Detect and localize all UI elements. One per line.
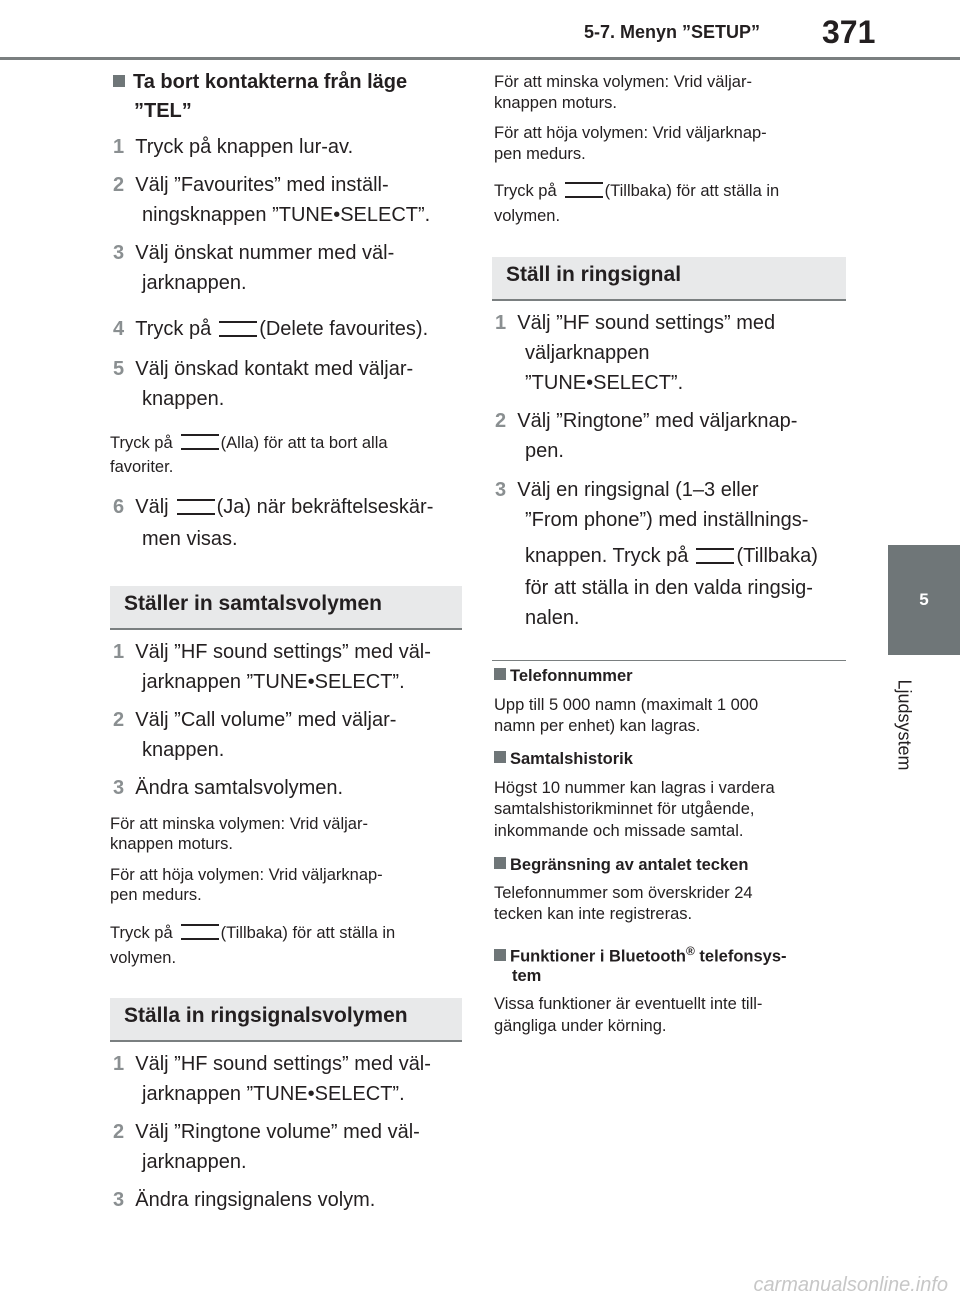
r-note-increase-line2: pen medurs. xyxy=(494,145,586,163)
info-char-limit-line2: tecken kan inte registreras. xyxy=(494,905,693,923)
watermark: carmanualsonline.info xyxy=(753,1274,948,1296)
r-note-back-line2: volymen. xyxy=(494,207,561,225)
call-note-decrease-line2: knappen moturs. xyxy=(110,835,233,853)
step-2: 2 Välj ”Favourites” med inställ- xyxy=(113,174,389,196)
r-note-back: Tryck på (Tillbaka) för att ställa in xyxy=(494,182,780,200)
ringtone-step-1-line2: väljarknappen xyxy=(525,342,650,364)
ring-step-3: 3 Ändra ringsignalens volym. xyxy=(113,1189,376,1211)
ringtone-step-3-line4: för att ställa in den valda ringsig- xyxy=(525,577,813,599)
call-note-increase: För att höja volymen: Vrid väljarknap- xyxy=(110,866,383,884)
step-1: 1 Tryck på knappen lur-av. xyxy=(113,136,354,158)
step-5-line2: knappen. xyxy=(142,388,225,410)
note-all-favourites-line2: favoriter. xyxy=(110,458,174,476)
r-note-decrease: För att minska volymen: Vrid väljar- xyxy=(494,73,752,91)
square-bullet-icon xyxy=(113,75,125,87)
step-4: 4 Tryck på (Delete favourites). xyxy=(113,318,429,340)
info-bluetooth-line1: Vissa funktioner är eventuellt inte till- xyxy=(494,995,763,1013)
info-title-bluetooth-line2: tem xyxy=(512,967,542,985)
square-bullet-icon xyxy=(494,751,506,763)
ring-step-2-line2: jarknappen. xyxy=(142,1151,247,1173)
button-symbol-icon xyxy=(565,182,603,198)
call-step-1: 1 Välj ”HF sound settings” med väl- xyxy=(113,641,431,663)
button-symbol-icon xyxy=(219,321,257,337)
r-note-decrease-line2: knappen moturs. xyxy=(494,94,617,112)
info-title-call-history: Samtalshistorik xyxy=(494,750,633,769)
divider xyxy=(492,660,846,661)
info-bluetooth-line2: gängliga under körning. xyxy=(494,1017,667,1035)
ring-step-2: 2 Välj ”Ringtone volume” med väl- xyxy=(113,1121,420,1143)
chapter-tab-number: 5 xyxy=(888,545,960,655)
ringtone-step-3: 3 Välj en ringsignal (1–3 eller xyxy=(495,479,759,501)
section-box-ringtone xyxy=(492,257,846,301)
step-6-line2: men visas. xyxy=(142,528,238,550)
info-title-char-limit: Begränsning av antalet tecken xyxy=(494,856,748,875)
info-call-history-line3: inkommande och missade samtal. xyxy=(494,822,744,840)
call-step-1-line2: jarknappen ”TUNE•SELECT”. xyxy=(142,671,405,693)
section-box-ring-volume xyxy=(110,998,462,1042)
call-note-back: Tryck på (Tillbaka) för att ställa in xyxy=(110,924,396,942)
call-step-2: 2 Välj ”Call volume” med väljar- xyxy=(113,709,397,731)
button-symbol-icon xyxy=(177,499,215,515)
step-2-line2: ningsknappen ”TUNE•SELECT”. xyxy=(142,204,431,226)
ringtone-step-3-line2: ”From phone”) med inställnings- xyxy=(525,509,809,531)
ringtone-step-3-line3: knappen. Tryck på (Tillbaka) xyxy=(525,545,818,567)
chapter-tab-label-text: Ljudsystem xyxy=(894,679,915,771)
call-step-3: 3 Ändra samtalsvolymen. xyxy=(113,777,344,799)
info-title-phone-numbers: Telefonnummer xyxy=(494,667,633,686)
square-bullet-icon xyxy=(494,857,506,869)
step-6: 6 Välj (Ja) när bekräftelseskär- xyxy=(113,496,434,518)
info-phone-numbers-line2: namn per enhet) kan lagras. xyxy=(494,717,701,735)
square-bullet-icon xyxy=(494,668,506,680)
ringtone-step-2: 2 Välj ”Ringtone” med väljarknap- xyxy=(495,410,798,432)
section-title-ring-volume: Ställa in ringsignalsvolymen xyxy=(124,1004,408,1027)
ringtone-step-3-line5: nalen. xyxy=(525,607,580,629)
section-title-ringtone: Ställ in ringsignal xyxy=(506,263,682,286)
step-5: 5 Välj önskad kontakt med väljar- xyxy=(113,358,414,380)
ring-step-1-line2: jarknappen ”TUNE•SELECT”. xyxy=(142,1083,405,1105)
call-step-2-line2: knappen. xyxy=(142,739,225,761)
call-note-decrease: För att minska volymen: Vrid väljar- xyxy=(110,815,368,833)
info-call-history-line2: samtalshistorikminnet för utgående, xyxy=(494,800,755,818)
button-symbol-icon xyxy=(181,434,219,450)
ring-step-1: 1 Välj ”HF sound settings” med väl- xyxy=(113,1053,431,1075)
heading-remove-contacts-line2: ”TEL” xyxy=(134,100,192,122)
step-3: 3 Välj önskat nummer med väl- xyxy=(113,242,395,264)
ringtone-step-1-line3: ”TUNE•SELECT”. xyxy=(525,372,684,394)
button-symbol-icon xyxy=(181,924,219,940)
square-bullet-icon xyxy=(494,949,506,961)
ringtone-step-2-line2: pen. xyxy=(525,440,564,462)
heading-remove-contacts: Ta bort kontakterna från läge xyxy=(113,71,407,94)
call-note-back-line2: volymen. xyxy=(110,949,177,967)
button-symbol-icon xyxy=(696,548,734,564)
ringtone-step-1: 1 Välj ”HF sound settings” med xyxy=(495,312,776,334)
info-title-bluetooth: Funktioner i Bluetooth® telefonsys- xyxy=(494,944,787,967)
call-note-increase-line2: pen medurs. xyxy=(110,886,202,904)
chapter-tab-label xyxy=(874,665,934,785)
info-phone-numbers-line1: Upp till 5 000 namn (maximalt 1 000 xyxy=(494,696,759,714)
r-note-increase: För att höja volymen: Vrid väljarknap- xyxy=(494,124,767,142)
section-title-call-volume: Ställer in samtalsvolymen xyxy=(124,592,382,615)
header-rule xyxy=(0,57,960,60)
note-all-favourites: Tryck på (Alla) för att ta bort alla xyxy=(110,434,388,452)
section-title: 5-7. Menyn ”SETUP” xyxy=(584,22,761,42)
page-number: 371 xyxy=(822,14,876,50)
info-call-history-line1: Högst 10 nummer kan lagras i vardera xyxy=(494,779,775,797)
step-3-line2: jarknappen. xyxy=(142,272,247,294)
section-box-call-volume xyxy=(110,586,462,630)
info-char-limit-line1: Telefonnummer som överskrider 24 xyxy=(494,884,753,902)
